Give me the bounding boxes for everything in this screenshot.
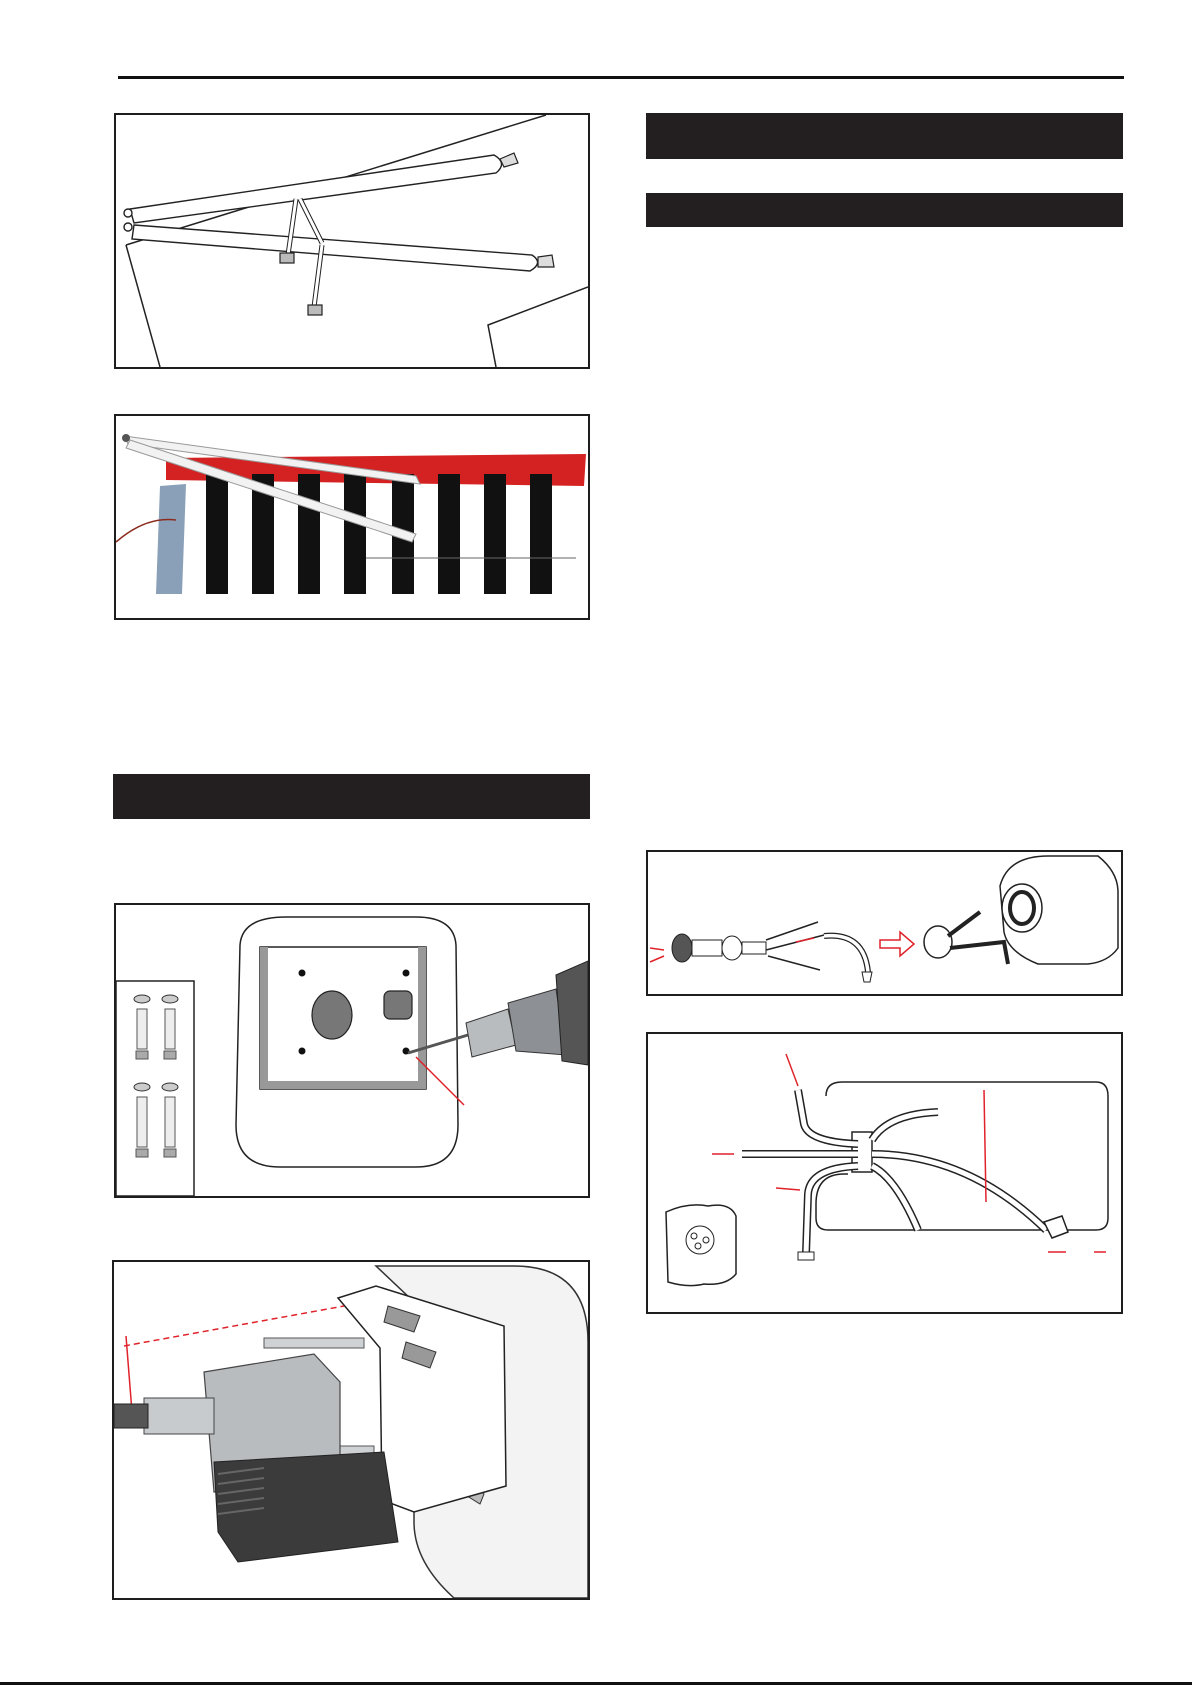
header-rule: [118, 76, 1124, 79]
fuel-tank-diagram: [646, 1032, 1123, 1314]
engine-mount-photo: [112, 1260, 590, 1600]
firewall-drill-icon: [116, 905, 588, 1196]
wing-struts-photo: [114, 414, 590, 620]
wing-strut-line-art-icon: [116, 115, 588, 367]
firewall-drill-diagram: [114, 903, 590, 1198]
wing-struts-diagram: [114, 113, 590, 369]
wing-strut-photo-icon: [116, 416, 588, 618]
engine-on-standoffs-icon: [114, 1262, 588, 1598]
section-bar-right-top: [646, 113, 1123, 159]
fuel-stopper-diagram: [646, 850, 1123, 996]
fuel-tank-plumbing-icon: [648, 1034, 1121, 1312]
section-bar-right-sub: [646, 193, 1123, 227]
section-bar-left: [113, 774, 590, 819]
fuel-stopper-assembly-icon: [648, 852, 1121, 994]
